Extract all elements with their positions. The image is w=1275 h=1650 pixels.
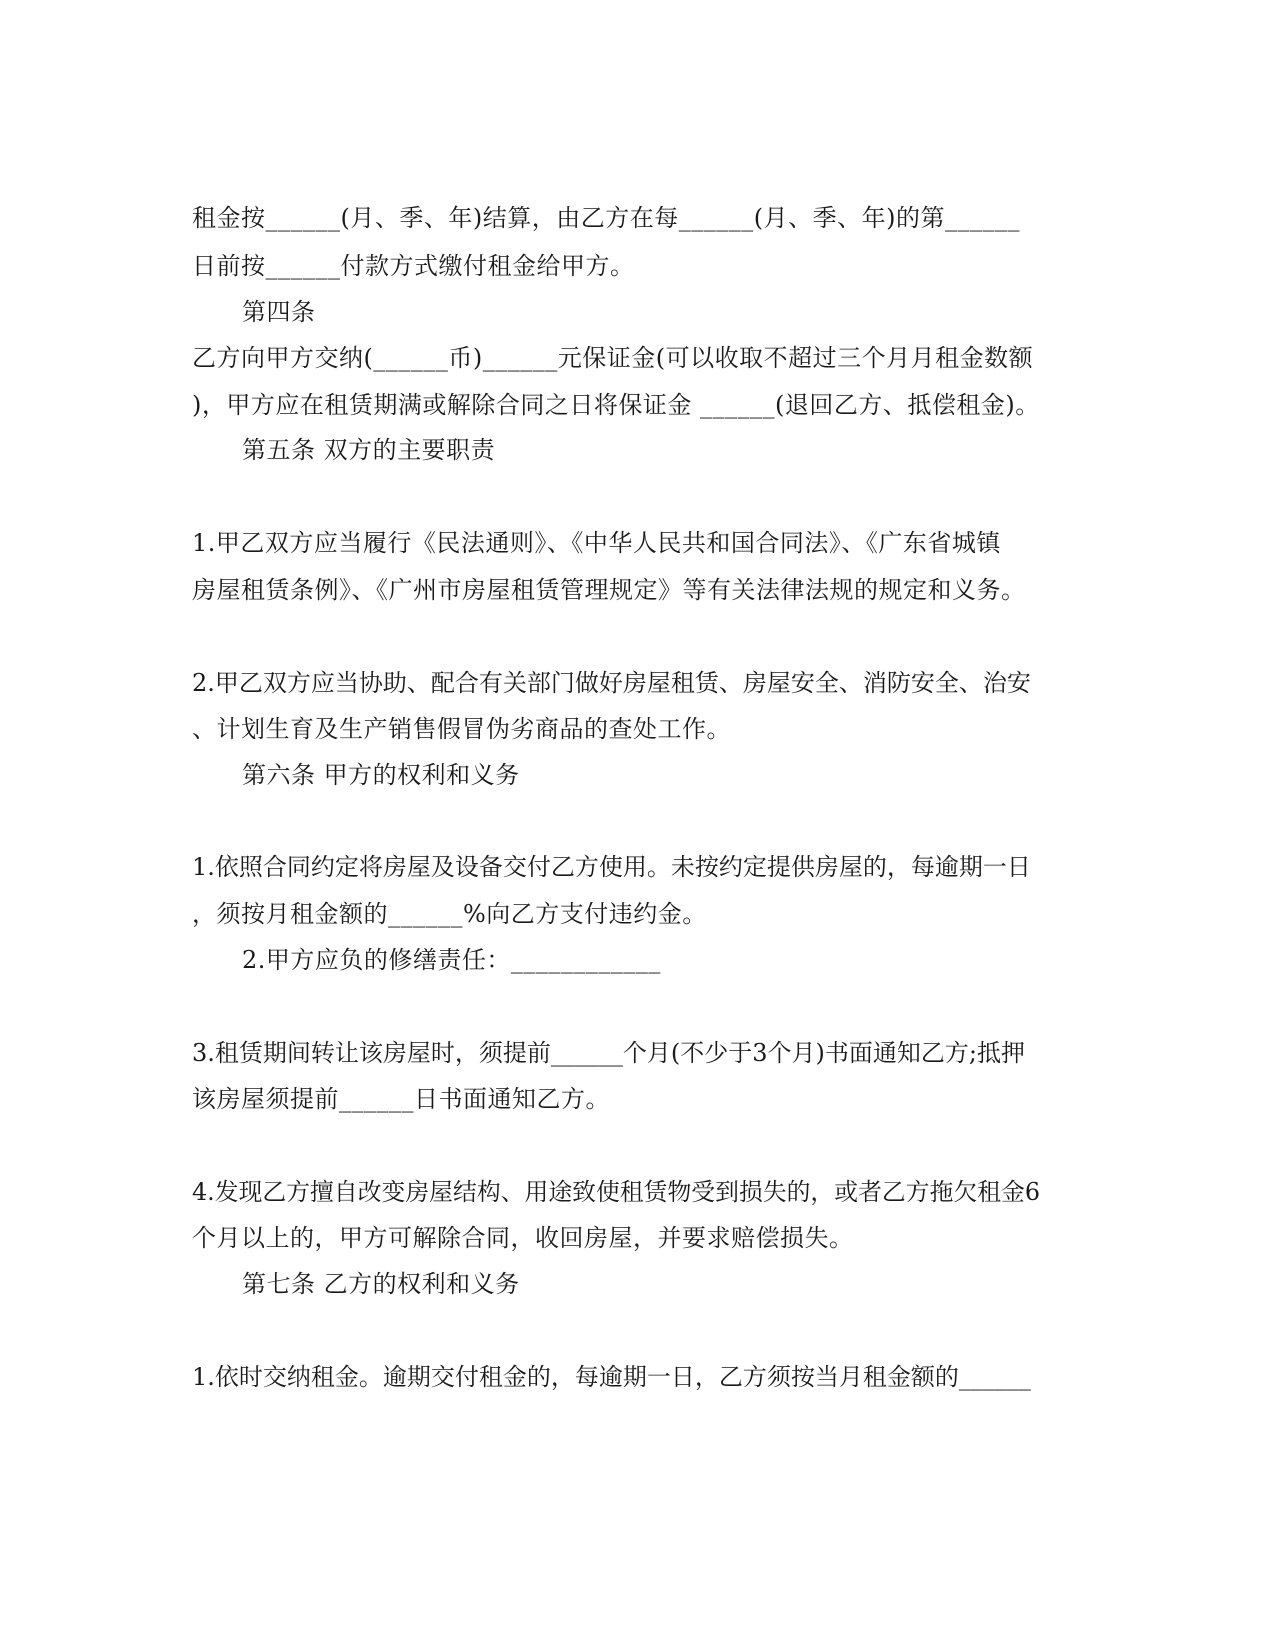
article-6-item-1-line-2: ，须按月租金额的______%向乙方支付违约金。 bbox=[192, 900, 707, 928]
article-6-item-3-line-1: 3.租赁期间转让该房屋时，须提前______个月(不少于3个月)书面通知乙方;抵押 bbox=[192, 1039, 1025, 1067]
deposit-line-1: 乙方向甲方交纳(______币)______元保证金(可以收取不超过三个月月租金数额 bbox=[192, 344, 1034, 372]
article-6-item-3-line-2: 该房屋须提前______日书面通知乙方。 bbox=[192, 1085, 610, 1113]
article-5-heading: 第五条 双方的主要职责 bbox=[242, 436, 496, 464]
article-6-item-4-line-2: 个月以上的，甲方可解除合同，收回房屋，并要求赔偿损失。 bbox=[192, 1224, 854, 1252]
article-4-heading: 第四条 bbox=[242, 298, 316, 326]
article-6-heading: 第六条 甲方的权利和义务 bbox=[242, 761, 520, 789]
article-5-item-2-line-2: 、计划生育及生产销售假冒伪劣商品的查处工作。 bbox=[192, 715, 731, 743]
rent-settlement-line-1: 租金按______(月、季、年)结算，由乙方在每______(月、季、年)的第______ bbox=[192, 204, 1020, 232]
rent-settlement-line-2: 日前按______付款方式缴付租金给甲方。 bbox=[192, 252, 635, 280]
article-7-item-1-line-1: 1.依时交纳租金。逾期交付租金的，每逾期一日，乙方须按当月租金额的______ bbox=[192, 1363, 1031, 1391]
article-6-item-1-line-1: 1.依照合同约定将房屋及设备交付乙方使用。未按约定提供房屋的，每逾期一日 bbox=[192, 853, 1031, 881]
article-5-item-1-line-2: 房屋租赁条例》、《广州市房屋租赁管理规定》等有关法律法规的规定和义务。 bbox=[192, 576, 1026, 604]
article-5-item-2-line-1: 2.甲乙双方应当协助、配合有关部门做好房屋租赁、房屋安全、消防安全、治安 bbox=[192, 669, 1031, 697]
article-6-item-4-line-1: 4.发现乙方擅自改变房屋结构、用途致使租赁物受到损失的，或者乙方拖欠租金6 bbox=[192, 1178, 1041, 1206]
deposit-line-2: )，甲方应在租赁期满或解除合同之日将保证金 ______(退回乙方、抵偿租金)。 bbox=[192, 391, 1040, 419]
article-6-item-2: 2.甲方应负的修缮责任：____________ bbox=[242, 946, 661, 974]
article-7-heading: 第七条 乙方的权利和义务 bbox=[242, 1270, 520, 1298]
article-5-item-1-line-1: 1.甲乙双方应当履行《民法通则》、《中华人民共和国合同法》、《广东省城镇 bbox=[192, 529, 1001, 557]
